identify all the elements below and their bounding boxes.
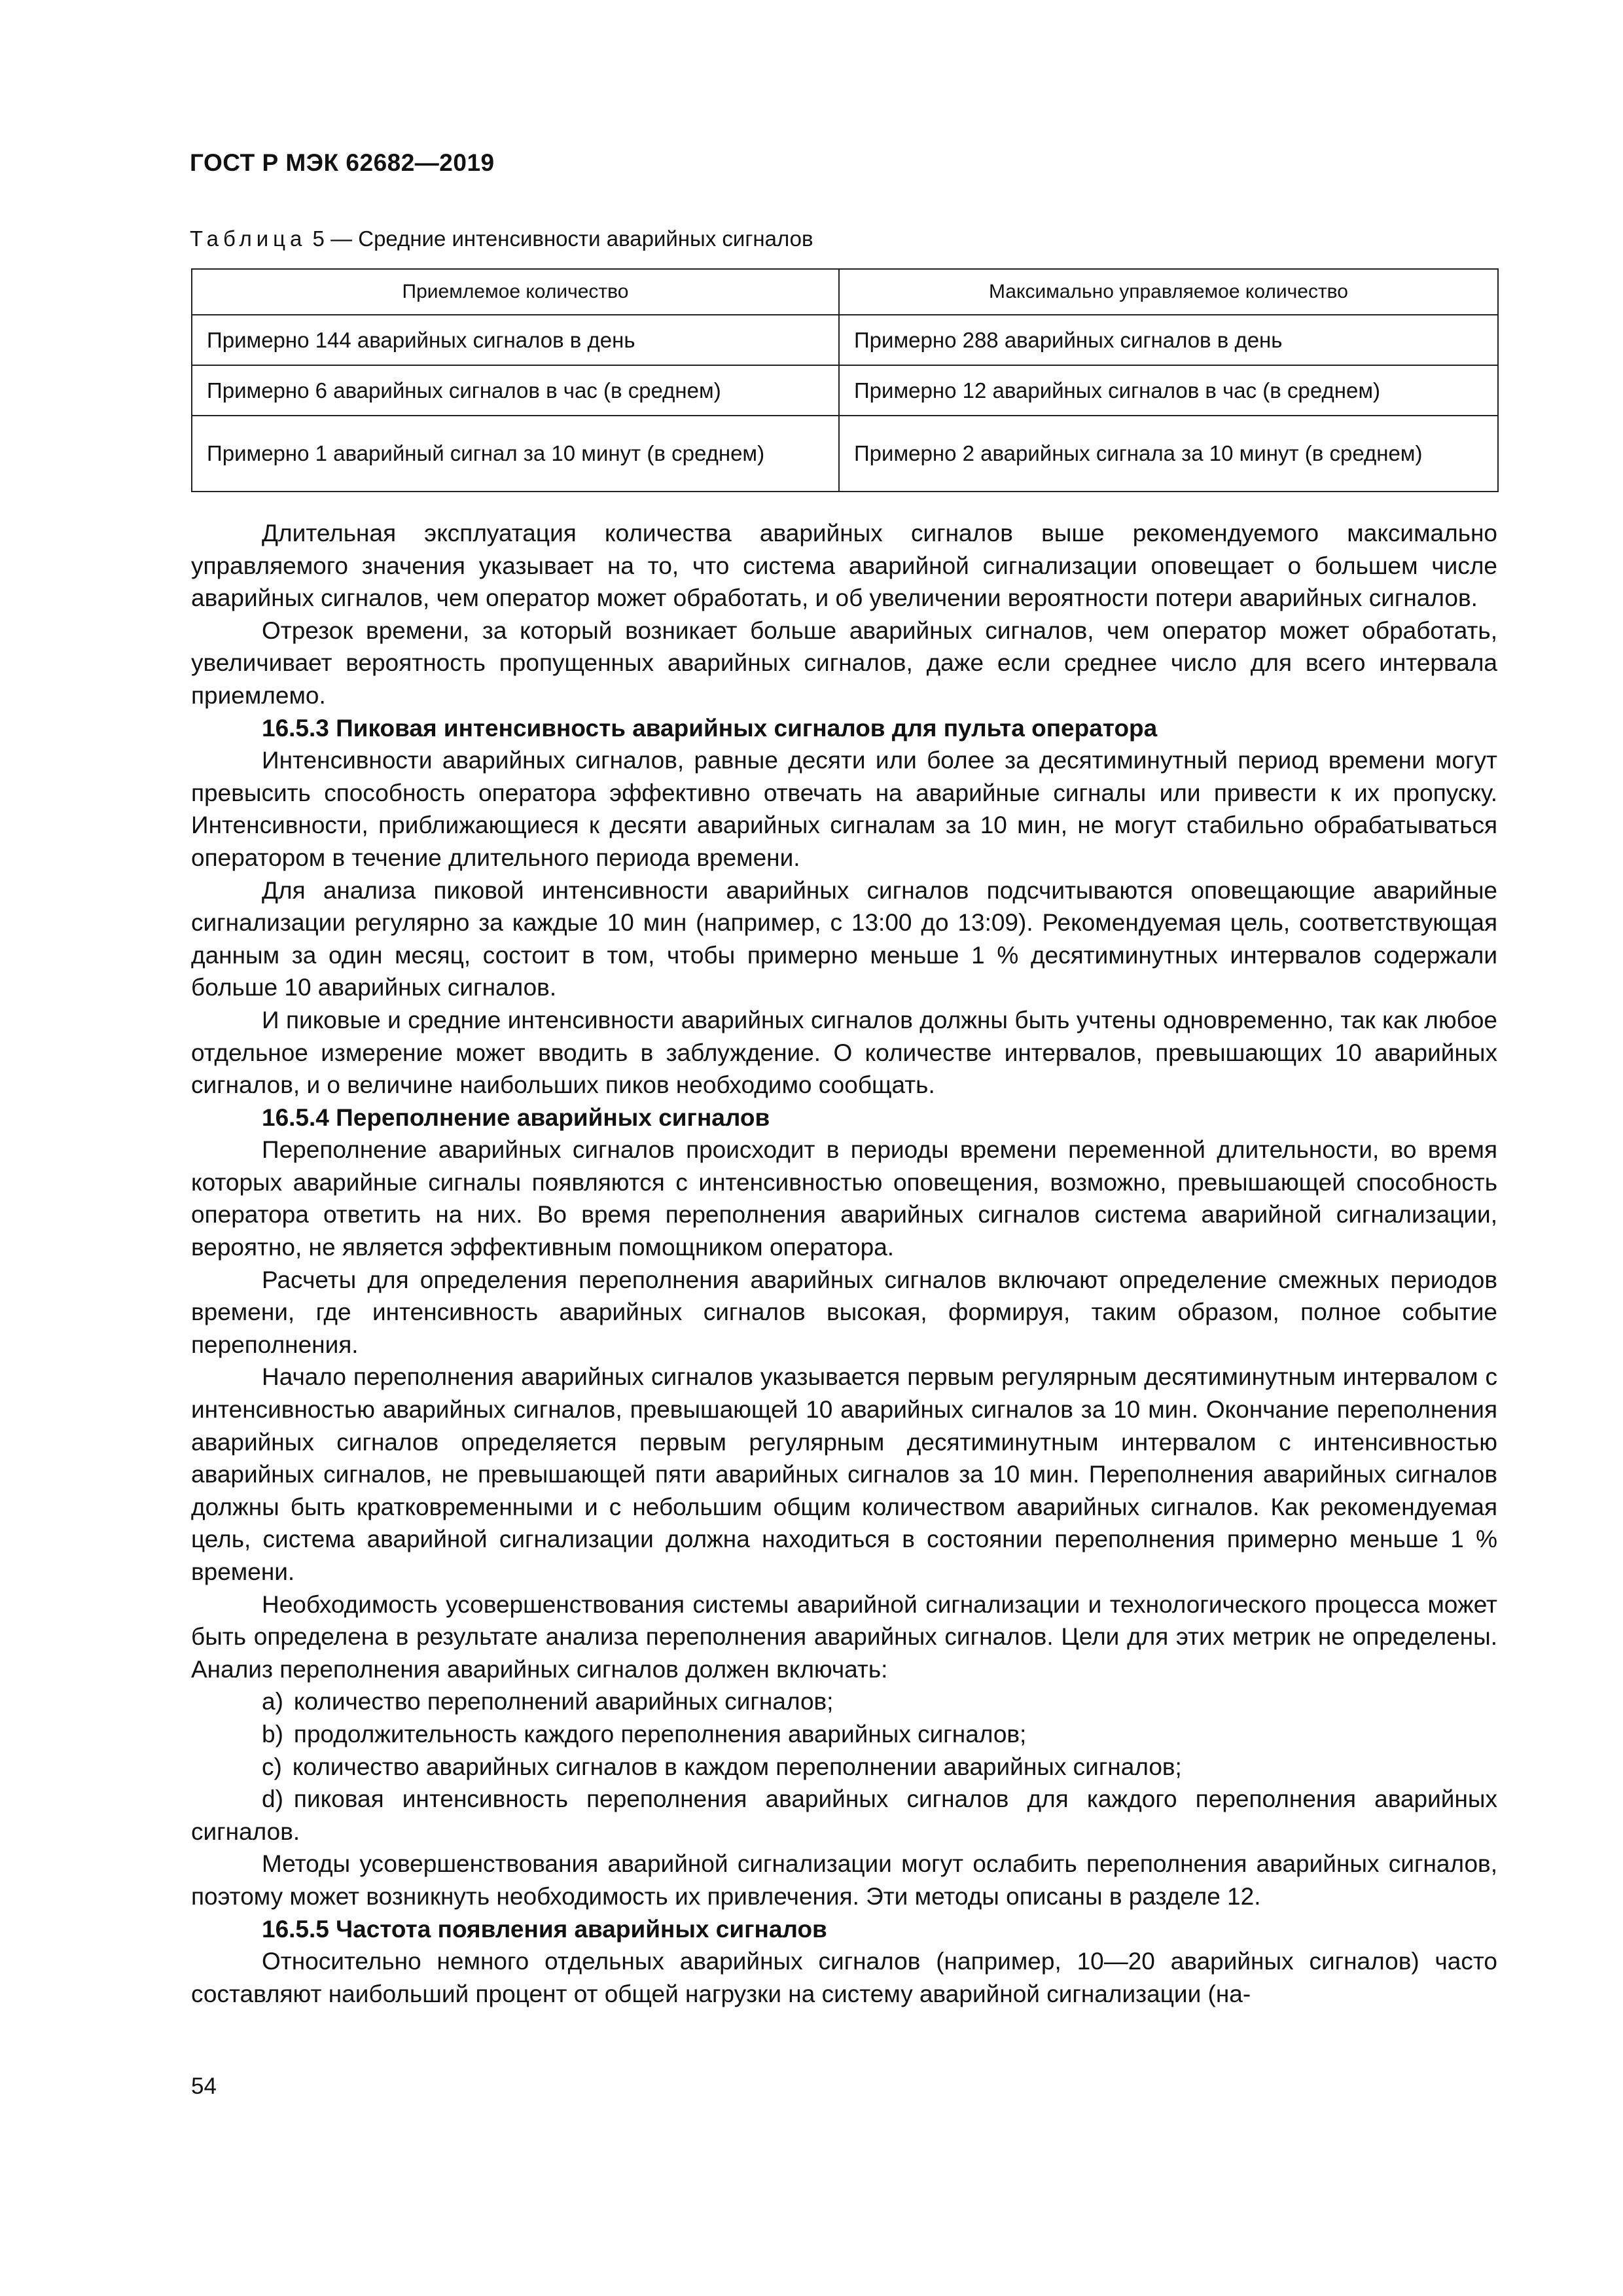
paragraph: И пиковые и средние интенсивности аварийных сигналов должны быть учтены одновременно, так как любое отдельное измерение может вводить в заблуждение. О количестве интервалов, превышающих 10 аварийных сигналов, и о величине наибольших пиков необходимо сообщать. [191,1006,1497,1099]
paragraph: Необходимость усовершенствования системы аварийной сигнализации и технологического процесса может быть определена в результате анализа переполнения аварийных сигналов. Цели для этих метрик не определены. Анализ переполнения аварийных сигналов должен включать: [191,1590,1497,1683]
paragraph: Для анализа пиковой интенсивности аварийных сигналов подсчитываются оповещающие аварийные сигнализации регулярно за каждые 10 мин (например, с 13:00 до 13:09). Рекомендуемая цель, соответствующая данным за один месяц, состоит в том, чтобы примерно меньше 1 % десятиминутных интервалов содержали больше 10 аварийных сигналов. [191,876,1497,1001]
list-item-text: количество переполнений аварийных сигналов; [293,1688,834,1715]
table-caption-label: Таблица [190,226,307,251]
paragraph: Расчеты для определения переполнения аварийных сигналов включают определение смежных периодов времени, где интенсивность аварийных сигналов высокая, формируя, таким образом, полное событие переполнения. [191,1266,1497,1358]
table-cell: Примерно 2 аварийных сигнала за 10 минут (в среднем) [839,416,1498,492]
table-row [192,315,1498,365]
body-text [191,517,1497,2010]
table-caption [190,226,813,251]
list-item [191,1751,1497,1784]
list-item [191,1718,1497,1751]
table-row [192,416,1498,492]
paragraph: Относительно немного отдельных аварийных сигналов (например, 10—20 аварийных сигналов) часто составляют наибольший процент от общей нагрузки на систему аварийной сигнализации (на- [191,1948,1497,2007]
list-marker: c) [262,1753,282,1780]
list-marker: b) [262,1720,283,1748]
column-header: Приемлемое количество [192,269,839,315]
paragraph: Длительная эксплуатация количества аварийных сигналов выше рекомендуемого максимально управляемого значения указывает на то, что система аварийной сигнализации оповещает о большем числе аварийных сигналов, чем оператор может обработать, и об увеличении вероятности потери аварийных сигналов. [191,520,1497,612]
paragraph: Переполнение аварийных сигналов происходит в периоды времени переменной длительности, во время которых аварийные сигналы появляются с интенсивностью оповещения, возможно, превышающей способность оператора ответить на них. Во время переполнения аварийных сигналов система аварийной сигнализации, вероятно, не является эффективным помощником оператора. [191,1136,1497,1261]
paragraph: Методы усовершенствования аварийной сигнализации могут ослабить переполнения аварийных сигналов, поэтому может возникнуть необходимость их привлечения. Эти методы описаны в разделе 12. [191,1850,1497,1910]
list-marker: a) [262,1688,283,1715]
table-cell: Примерно 12 аварийных сигналов в час (в среднем) [839,365,1498,416]
table-cell: Примерно 1 аварийный сигнал за 10 минут (в среднем) [192,416,839,492]
table-cell: Примерно 144 аварийных сигналов в день [192,315,839,365]
table-row [192,365,1498,416]
paragraph: Начало переполнения аварийных сигналов указывается первым регулярным десятиминутным интервалом с интенсивностью аварийных сигналов, превышающей 10 аварийных сигналов за 10 мин. Окончание переполнения аварийных сигналов определяется первым регулярным десятиминутным интервалом с интенсивностью аварийных сигналов, не превышающей пяти аварийных сигналов за 10 мин. Переполнения аварийных сигналов должны быть кратковременными и с небольшим общим количеством аварийных сигналов. Как рекомендуемая цель, система аварийной сигнализации должна находиться в состоянии переполнения примерно меньше 1 % времени. [191,1363,1497,1585]
alarm-rates-table [191,268,1499,492]
column-header: Максимально управляемое количество [839,269,1498,315]
paragraph: Интенсивности аварийных сигналов, равные десяти или более за десятиминутный период времени могут превысить способность оператора эффективно отвечать на аварийные сигналы или привести к их пропуску. Интенсивности, приближающиеся к десяти аварийных сигналам за 10 мин, не могут стабильно обрабатываться оператором в течение длительного периода времени. [191,747,1497,871]
page-number: 54 [191,2073,217,2099]
list-marker: d) [262,1785,283,1813]
section-heading-16-5-5: 16.5.5 Частота появления аварийных сигналов [262,1915,827,1943]
list-item [191,1783,1497,1848]
section-heading-16-5-3: 16.5.3 Пиковая интенсивность аварийных сигналов для пульта оператора [262,714,1158,742]
section-heading-16-5-4: 16.5.4 Переполнение аварийных сигналов [262,1103,770,1131]
table-cell: Примерно 6 аварийных сигналов в час (в среднем) [192,365,839,416]
list-item [191,1685,1497,1718]
document-header: ГОСТ Р МЭК 62682—2019 [190,149,495,176]
list-item-text: продолжительность каждого переполнения аварийных сигналов; [293,1720,1027,1748]
table-cell: Примерно 288 аварийных сигналов в день [839,315,1498,365]
paragraph: Отрезок времени, за который возникает больше аварийных сигналов, чем оператор может обработать, увеличивает вероятность пропущенных аварийных сигналов, даже если среднее число для всего интервала приемлемо. [191,617,1497,709]
list-item-text: пиковая интенсивность переполнения аварийных сигналов для каждого переполнения аварийных сигналов. [191,1785,1497,1845]
table-header-row [192,269,1498,315]
list-item-text: количество аварийных сигналов в каждом переполнении аварийных сигналов; [292,1753,1182,1780]
table-caption-title: 5 — Средние интенсивности аварийных сигналов [306,226,813,251]
